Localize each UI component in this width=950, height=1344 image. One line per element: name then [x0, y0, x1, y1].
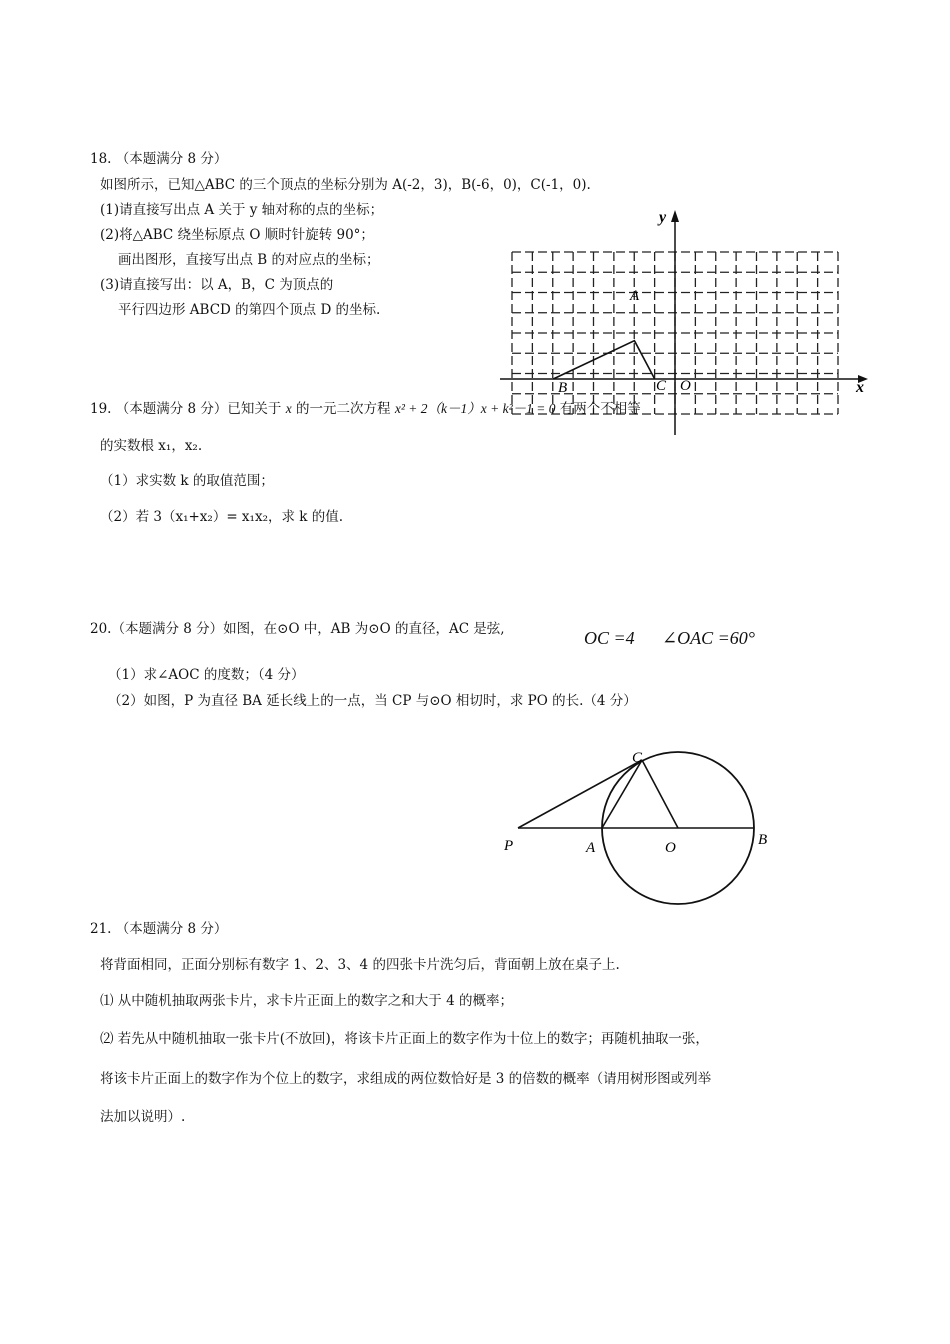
q18-part2: (2)将△ABC 绕坐标原点 O 顺时针旋转 90°；: [100, 227, 374, 243]
q18-stem: 如图所示，已知△ABC 的三个顶点的坐标分别为 A(-2，3)，B(-6，0)，C(-1，0).: [100, 177, 591, 193]
q19-tail: 有两个不相等: [559, 401, 641, 417]
q18-part2-cont: 画出图形，直接写出点 B 的对应点的坐标；: [118, 252, 380, 268]
q20-line-oc: [642, 760, 678, 828]
q20-formula-oc: OC =4: [584, 628, 635, 648]
q21-header: 21. （本题满分 8 分）: [90, 921, 228, 937]
q18-part1: (1)请直接写出点 A 关于 y 轴对称的点的坐标；: [100, 202, 384, 218]
q20-label-b: B: [758, 832, 768, 848]
q20-line-pc: [518, 760, 642, 828]
q18-x-label: x: [856, 379, 864, 396]
q20-part2: （2）如图，P 为直径 BA 延长线上的一点，当 CP 与⊙O 相切时，求 PO 的长.（4 分）: [108, 693, 637, 709]
q21-part1: ⑴ 从中随机抽取两张卡片，求卡片正面上的数字之和大于 4 的概率；: [100, 993, 513, 1009]
q21-stem: 将背面相同，正面分别标有数字 1、2、3、4 的四张卡片洗匀后，背面朝上放在桌子上.: [100, 957, 620, 973]
q20-part1: （1）求∠AOC 的度数；（4 分）: [108, 667, 305, 683]
q18-header: 18. （本题满分 8 分）: [90, 151, 228, 167]
q19-line2: 的实数根 x₁，x₂.: [100, 438, 203, 454]
q19-part2: （2）若 3（x₁+x₂）= x₁x₂，求 k 的值.: [100, 509, 344, 525]
q18-part3: (3)请直接写出：以 A，B，C 为顶点的: [100, 277, 334, 293]
q18-label-a: A: [630, 288, 640, 304]
q18-label-b: B: [558, 380, 568, 396]
q20-label-c: C: [632, 750, 643, 766]
q19-equation: x² + 2（k－1）x + k²－1 = 0: [394, 401, 556, 416]
q20-header: 20.（本题满分 8 分）如图，在⊙O 中，AB 为⊙O 的直径，AC 是弦,: [90, 621, 505, 637]
q21-part2: ⑵ 若先从中随机抽取一张卡片(不放回)，将该卡片正面上的数字作为十位上的数字；再随机抽取一张，: [100, 1031, 709, 1047]
q18-part3-cont: 平行四边形 ABCD 的第四个顶点 D 的坐标.: [118, 302, 381, 318]
q19-mid: 的一元二次方程: [296, 401, 391, 417]
q19-var-x: x: [285, 401, 292, 416]
q20-formula-angle: ∠OAC =60°: [662, 628, 755, 648]
q18-label-o: O: [680, 378, 691, 394]
q20-label-a: A: [586, 840, 596, 856]
q20-label-o: O: [665, 840, 676, 856]
q19-part1: （1）求实数 k 的取值范围；: [100, 473, 274, 489]
q18-label-c: C: [656, 378, 667, 394]
q21-part2-cont: 将该卡片正面上的数字作为个位上的数字，求组成的两位数恰好是 3 的倍数的概率（请用树形图或列举: [100, 1071, 712, 1087]
q18-y-label: y: [659, 209, 667, 226]
q20-label-p: P: [504, 838, 514, 854]
q21-part2-end: 法加以说明）.: [100, 1109, 186, 1125]
q19-header: 19. （本题满分 8 分）已知关于: [90, 401, 282, 417]
